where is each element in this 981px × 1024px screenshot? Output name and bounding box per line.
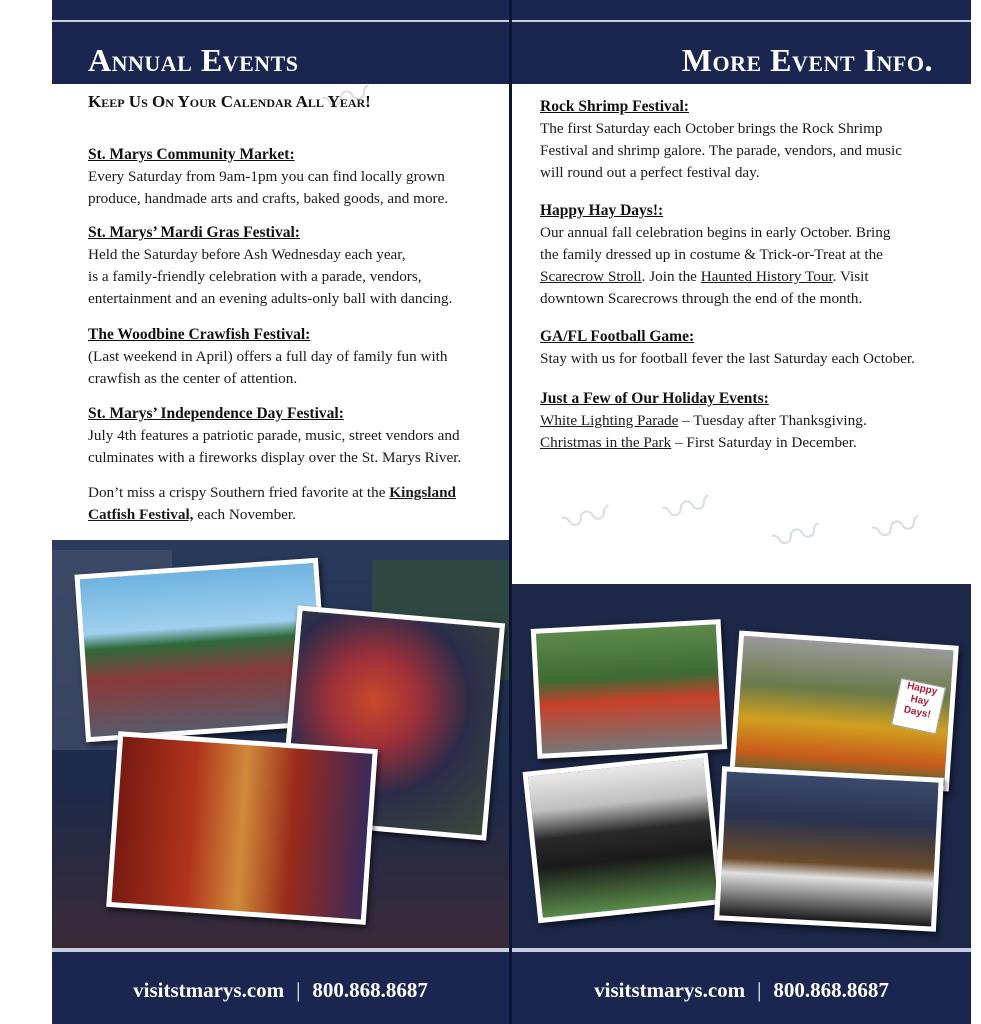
kingsland-link[interactable]: Kingsland bbox=[389, 484, 456, 501]
hot-sauce-photo bbox=[106, 731, 378, 925]
seagull-icon: 〰 bbox=[767, 505, 828, 570]
event-text: . Join the bbox=[641, 268, 701, 285]
haunted-house-photo bbox=[714, 766, 944, 931]
event-mardi-gras bbox=[88, 222, 508, 310]
catfish-festival-link[interactable]: Catfish Festival, bbox=[88, 506, 194, 523]
event-text: Held the Saturday before Ash Wednesday each year, bbox=[88, 246, 406, 263]
event-title: St. Marys’ Independence Day Festival: bbox=[88, 405, 344, 422]
hay-days-photo bbox=[729, 631, 959, 792]
event-holiday-events bbox=[540, 388, 960, 454]
event-title: Happy Hay Days!: bbox=[540, 202, 664, 219]
event-rock-shrimp bbox=[540, 96, 960, 184]
event-text: produce, handmade arts and crafts, baked goods, and more. bbox=[88, 190, 449, 207]
catfish-festival-note bbox=[88, 482, 508, 526]
event-football-game bbox=[540, 326, 965, 370]
trolley-photo bbox=[531, 619, 728, 759]
event-text: crawfish as the center of attention. bbox=[88, 370, 298, 387]
website-link[interactable]: visitstmarys.com bbox=[594, 978, 746, 1002]
footer-contact bbox=[512, 978, 971, 1003]
event-text: will round out a perfect festival day. bbox=[540, 164, 760, 181]
phone-number[interactable]: 800.868.8687 bbox=[312, 978, 428, 1002]
event-title: St. Marys Community Market: bbox=[88, 146, 295, 163]
event-text: Our annual fall celebration begins in early October. Bring bbox=[540, 224, 891, 241]
footer-rule bbox=[52, 948, 509, 952]
event-text: Every Saturday from 9am-1pm you can find locally grown bbox=[88, 168, 445, 185]
hay-days-sign: Happy Hay Days! bbox=[891, 678, 946, 735]
annual-events-heading: Annual Events bbox=[88, 42, 299, 78]
footer-rule bbox=[512, 948, 971, 952]
seagull-icon: 〰 bbox=[317, 67, 378, 132]
website-link[interactable]: visitstmarys.com bbox=[133, 978, 285, 1002]
event-text: . Visit bbox=[832, 268, 869, 285]
event-text: the family dressed up in costume & Trick-or-Treat at the bbox=[540, 246, 883, 263]
seagull-icon: 〰 bbox=[657, 477, 718, 542]
catfish-text: each November. bbox=[193, 506, 296, 523]
white-lighting-parade-link[interactable]: White Lighting Parade bbox=[540, 412, 679, 429]
event-text: downtown Scarecrows through the end of the month. bbox=[540, 290, 863, 307]
event-title: The Woodbine Crawfish Festival: bbox=[88, 326, 311, 343]
left-panel bbox=[52, 0, 509, 1024]
event-text: The first Saturday each October brings the Rock Shrimp bbox=[540, 120, 883, 137]
photo-collage-left bbox=[52, 540, 509, 948]
event-title: GA/FL Football Game: bbox=[540, 328, 695, 345]
event-text: Festival and shrimp galore. The parade, vendors, and music bbox=[540, 142, 903, 159]
seagull-icon: 〰 bbox=[557, 487, 618, 552]
steam-train-photo bbox=[523, 753, 724, 924]
photo-collage-right bbox=[512, 584, 971, 948]
footer-contact bbox=[52, 978, 509, 1003]
event-community-market bbox=[88, 144, 508, 210]
event-text: July 4th features a patriotic parade, music, street vendors and bbox=[88, 427, 460, 444]
event-crawfish-festival bbox=[88, 324, 508, 390]
scarecrow-stroll-link[interactable]: Scarecrow Stroll bbox=[540, 268, 642, 285]
event-text: – First Saturday in December. bbox=[671, 434, 857, 451]
event-happy-hay-days bbox=[540, 200, 960, 310]
event-text: is a family-friendly celebration with a parade, vendors, bbox=[88, 268, 422, 285]
event-text: entertainment and an evening adults-only ball with dancing. bbox=[88, 290, 453, 307]
phone-number[interactable]: 800.868.8687 bbox=[773, 978, 889, 1002]
right-panel bbox=[512, 0, 971, 1024]
haunted-history-tour-link[interactable]: Haunted History Tour bbox=[700, 268, 833, 285]
event-title: Just a Few of Our Holiday Events: bbox=[540, 390, 769, 407]
event-text: (Last weekend in April) offers a full day of family fun with bbox=[88, 348, 448, 365]
footer-separator: | bbox=[757, 978, 762, 1002]
event-title: Rock Shrimp Festival: bbox=[540, 98, 689, 115]
event-text: Stay with us for football fever the last Saturday each October. bbox=[540, 350, 915, 367]
more-event-info-heading: More Event Info. bbox=[681, 42, 933, 78]
event-text: – Tuesday after Thanksgiving. bbox=[678, 412, 867, 429]
header-rule bbox=[512, 20, 971, 22]
tagline: Keep Us On Your Calendar All Year! bbox=[88, 92, 371, 111]
catfish-text: Don’t miss a crispy Southern fried favorite at the bbox=[88, 484, 390, 501]
christmas-in-the-park-link[interactable]: Christmas in the Park bbox=[540, 434, 672, 451]
event-title: St. Marys’ Mardi Gras Festival: bbox=[88, 224, 300, 241]
event-text: culminates with a fireworks display over the St. Marys River. bbox=[88, 449, 462, 466]
footer-separator: | bbox=[296, 978, 301, 1002]
event-independence-day bbox=[88, 403, 508, 469]
seagull-icon: 〰 bbox=[867, 497, 928, 562]
header-rule bbox=[52, 20, 509, 22]
